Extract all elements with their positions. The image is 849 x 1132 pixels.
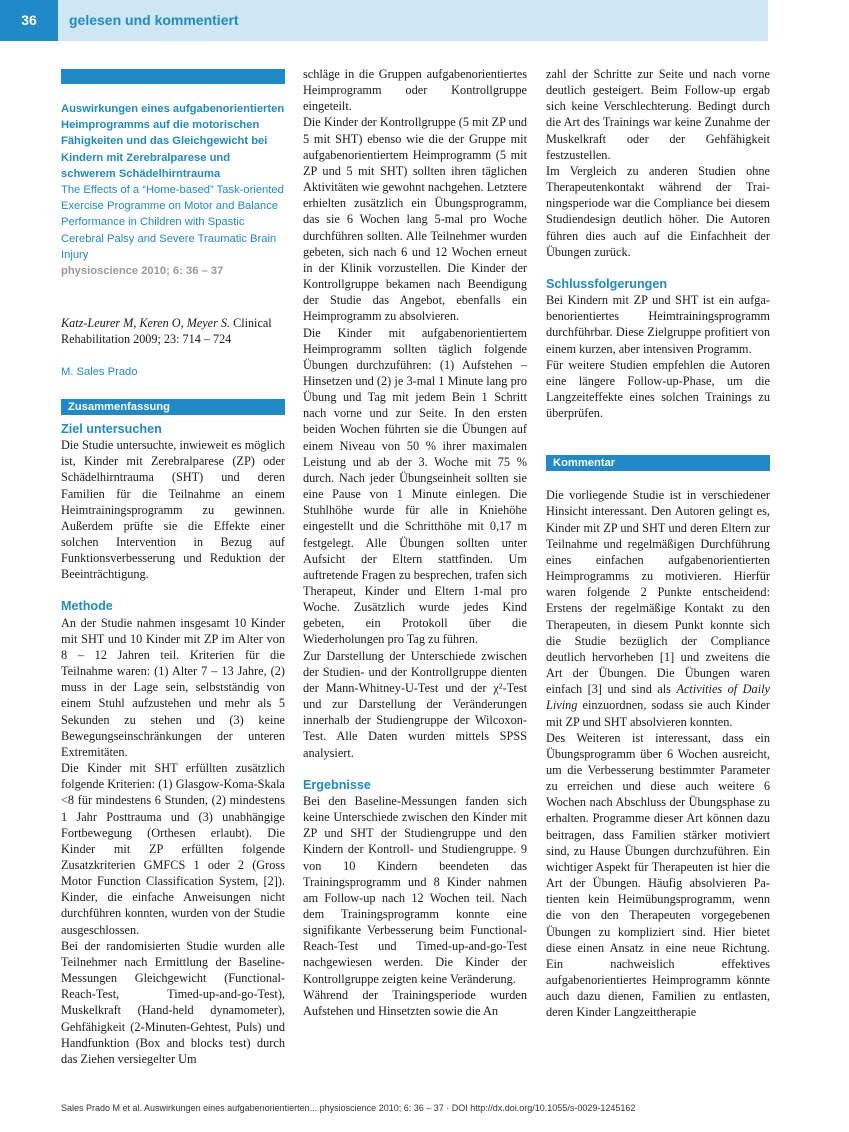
column-2 <box>303 66 527 1019</box>
heading-schluss: Schlussfolgerungen <box>546 276 668 291</box>
title-bar <box>61 69 285 84</box>
paragraph-c2-2: Die Kinder der Kontrollgruppe (5 mit ZP und 5 mit SHT) ebenso wie die der Gruppe mit aufgabenorientiertem Heimprogramm (5 mit ZP und 5 mit SHT) sollten ihren täglichen Aktivitäten wie gewohnt nachgehen. Letztere erhielten zusätzlich ein Übungsprogramm, das sie 6 Wochen lang 5-mal pro Woche durchführen sollten. Alle Teilnehmer wurden gebeten, sich nach 6 und 12 Wochen erneut in der Klinik vorzustellen. Die Kinder der Kontrollgruppe bekamen nach Beendigung der Studie das Angebot, ebenfalls ein Heimprogramm zu absolvieren. <box>303 115 527 324</box>
reviewer: M. Sales Prado <box>61 365 138 378</box>
paragraph-schluss-2: Für weitere Studien empfehlen die Autoren eine längere Follow-up-Phase, um die Langzeiteffekte eines solchen Trainings zu überprüfen. <box>546 357 770 421</box>
heading-ziel: Ziel untersuchen <box>61 421 162 436</box>
page-number: 36 <box>0 0 58 41</box>
running-title: gelesen und kommentiert <box>69 12 239 28</box>
column-1 <box>61 66 285 1067</box>
paragraph-ziel: Die Studie untersuchte, inwieweit es möglich ist, Kinder mit Zerebralparese (ZP) oder Schädelhirntrauma (SHT) und deren Familien für die Teilnahme an einem Heimtrainingsprogramm zu gewinnen. Außerdem prüfte sie die Effekte einer solchen Intervention in Bezug auf Funktionsverbesserung und Reduktion der Beeinträchtigung. <box>61 438 285 582</box>
authors-line <box>61 315 285 347</box>
footer-citation: Sales Prado M et al. Auswirkungen eines aufgabenorientierten... physioscience 2010; 6: 36 – 37 · DOI http://dx.doi.org/10.1055/s-0029-1245162 <box>61 1103 636 1113</box>
paragraph-ergebnisse-2: Während der Trainingsperiode wurden Aufstehen und Hinsetzten sowie die An <box>303 987 527 1018</box>
column-3 <box>546 66 770 1020</box>
authors-names: Katz-Leurer M, Keren O, Meyer S. <box>61 316 231 331</box>
kommentar-1-b: einzuordnen, sodass sie auch Kinder mit ZP und SHT absolvieren konnten. <box>546 698 770 729</box>
paragraph-c2-1: schläge in die Gruppen aufgabenorientiertes Heimprogramm oder Kontrollgruppe eingeteilt. <box>303 67 527 114</box>
paragraph-schluss-1: Bei Kindern mit ZP und SHT ist ein aufgabenorientiertes Heimtrainingsprogramm durchführbar. Diese Zielgruppe profitiert von einem kurzen, aber intensiven Programm. <box>546 293 770 356</box>
summary-label: Zusammenfassung <box>61 399 285 415</box>
citation-ref: physioscience 2010; 6: 36 – 37 <box>61 265 224 278</box>
heading-methode: Methode <box>61 599 113 614</box>
paragraph-c3-1: zahl der Schritte zur Seite und nach vorne deutlich gesteigert. Beim Follow-up ergab sich keine Verschlechterung. Bedingt durch die Art des Trainings war keine Zunahme der Muskelkraft oder der Gehfähigkeit festzustellen. <box>546 67 770 162</box>
paragraph-c3-2: Im Vergleich zu anderen Studien ohne Therapeutenkontakt während der Trainingsperiode war die Compliance bei diesem Studiendesign deutlich höher. Die Autoren führen dies auch auf die Einfachheit der Übungen zurück. <box>546 163 770 259</box>
comment-label: Kommentar <box>546 455 770 471</box>
kommentar-1-a: Die vorliegende Studie ist in verschiedener Hinsicht interessant. Den Autoren gelingt es, Kinder mit ZP und SHT und deren Eltern zur Teilnahme und regelmäßigen Durchführung eines einfachen aufgabenorientierten Heimprogramms zu motivieren. Hierfür waren folgende 2 Punkte entscheidend: Erstens der regelmäßige Kontakt zu den Therapeuten, in diesem Punkt konnte sich die Studie bezüglich der Compliance deutlich hervorheben [1] und zweitens die Art der Übungen. Die Übungen waren einfach [3] und sind als <box>546 488 770 697</box>
heading-ergebnisse: Ergebnisse <box>303 777 371 792</box>
paragraph-c2-3: Die Kinder mit aufgabenorientiertem Heimprogramm sollten täglich folgende Übungen durchzuführen: (1) Aufstehen – Hinsetzen und (2) je 3-mal 1 Minute lang pro Übung und Tag mit jedem Bein 1 Schritt nach vorne und zur Seite. In den ersten beiden Wochen führten sie die Übungen auf einem Niveau von 50 % ihrer maximalen Leistung und ab der 3. Woche mit 75 % durch. Nach jeder Übungseinheit sollten sie eine Pause von 1 Minute einlegen. Die Stuhlhöhe wurde für alle in Kniehöhe eingestellt und die Schritthöhe mit 0,17 m festgelegt. Alle Übungen sollten unter Aufsicht der Eltern stattfinden. Um auftretende Fragen zu besprechen, trafen sich Therapeut, Kinder und Eltern 1-mal pro Woche. Zusätzlich wurde jedes Kind gebeten, ein Protokoll über die Wiederholungen pro Tag zu führen. <box>303 325 527 647</box>
paragraph-kommentar-1 <box>546 487 770 729</box>
paragraph-c2-4: Zur Darstellung der Unterschiede zwischen der Studien- und der Kontrollgruppe dienten der Mann-Whitney-U-Test und der χ²-Test und zur Darstellung der Veränderungen innerhalb der Studiengruppe der Wilcoxon-Test. Alle Daten wurden mittels SPSS analysiert. <box>303 648 527 760</box>
article-title-de: Auswirkungen eines aufgabenorientierten Heimprogramms auf die motorischen Fähigkeiten und das Gleichgewicht bei Kindern mit Zerebralparese und schwerem Schädelhirntrauma <box>61 103 285 180</box>
paragraph-methode-2: Die Kinder mit SHT erfüllten zusätzlich folgende Kriterien: (1) Glasgow-Koma-Skala <8 für mindestens 6 Stunden, (2) mindestens 1 Jahr Posttrauma und (3) unabhängige Fortbewegung (Orthesen erlaubt). Die Kinder mit ZP erfüllten folgende Zusatzkriterien GMFCS 1 oder 2 (Gross Motor Function Classification System, [2]). Kinder, die einfache Anweisungen nicht durchführen konnten, wurden von der Studie ausgeschlossen. <box>61 761 285 937</box>
authors-source: Clinical Rehabilitation 2009; 23: 714 – 724 <box>61 316 272 347</box>
paragraph-methode-1: An der Studie nahmen insgesamt 10 Kinder mit SHT und 10 Kinder mit ZP im Alter von 8 – 12 Jahren teil. Kriterien für die Teilnahme waren: (1) Alter 7 – 13 Jahre, (2) muss in der Lage sein, selbstständig von einem Stuhl aufzustehen und mehr als 5 Sekunden zu stehen und (3) keine Bewegungseinschränkungen der unteren Extremitäten. <box>61 615 285 759</box>
paragraph-methode-3: Bei der randomisierten Studie wurden alle Teilnehmer nach Ermittlung der Baseline-Messungen Gleichgewicht (Functional-Reach-Test, Timed-up-and-go-Test), Muskelkraft (Hand-held dynamometer), Gehfähigkeit (2-Minuten-Gehtest, Puls) und Handfunktion (Box and blocks test) durch das Ziehen versiegelter Um <box>61 938 285 1066</box>
paragraph-kommentar-2: Des Weiteren ist interessant, dass ein Übungsprogramm über 6 Wochen ausreicht, um die Verbesserung bestimmter Parameter zu erreichen und diese auch weitere 6 Wochen nach Abschluss der Übungsphase zu erhalten. Programme dieser Art können dazu beitragen, dass Familien stärker motiviert sind, zu Hause Übungen durchzuführen. Ein wichtiger Aspekt für Therapeuten ist hier die Art der Übungen. Häufig absolvieren Patienten kein Heimübungsprogramm, wenn die von den Therapeuten vorgegebenen Übungen zu kompliziert sind. Hier bietet diese einen Ansatz in eine neue Richtung. Ein nachweislich effektives aufgabenorientiertes Heimprogramm könnte auch dazu dienen, Familien zu entlasten, deren Kinder Langzeittherapie <box>546 730 770 1020</box>
article-title-en: The Effects of a “Home-based” Task-oriented Exercise Programme on Motor and Balance Performance in Children with Spastic Cerebral Palsy and Severe Traumatic Brain Injury <box>61 184 284 261</box>
kommentar-1-italic: Activities of Daily Living <box>546 682 770 713</box>
paragraph-ergebnisse-1: Bei den Baseline-Messungen fanden sich keine Unterschiede zwischen den Kinder mit ZP und SHT der Studiengruppe und den Kindern der Kontroll- und Studiengruppe. 9 von 10 Kindern beendeten das Trainingsprogramm und 8 Kinder nahmen am Follow-up nach 12 Wochen teil. Nach dem Trainingsprogramm konnte eine signifikante Verbesserung beim Functional-Reach-Test und Timed-up-and-go-Test nachgewiesen werden. Die Kinder der Kontrollgruppe zeigten keine Veränderung. <box>303 793 527 986</box>
